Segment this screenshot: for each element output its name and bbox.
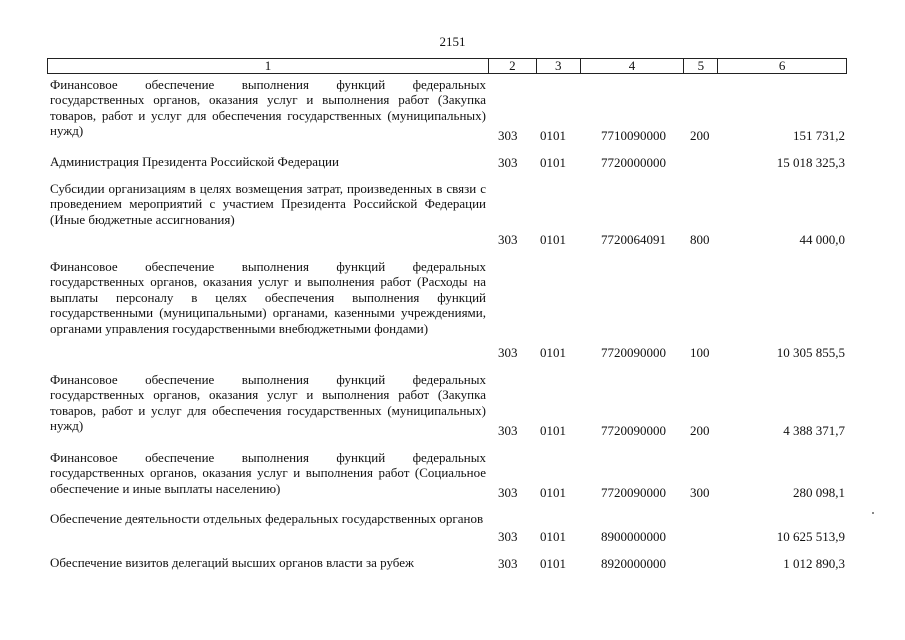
column-header-1: 1	[48, 59, 489, 73]
row-col-4: 8900000000	[601, 528, 666, 544]
row-col-3: 0101	[540, 344, 566, 360]
row-col-6: 1 012 890,3	[783, 555, 845, 571]
row-description: Обеспечение деятельности отдельных федеральных государственных органов	[50, 511, 484, 526]
table-header	[47, 58, 847, 74]
row-col-6: 4 388 371,7	[783, 422, 845, 438]
row-col-5: 100	[690, 344, 710, 360]
row-col-2: 303	[498, 528, 518, 544]
table-row	[50, 259, 845, 360]
row-col-3: 0101	[540, 484, 566, 500]
row-col-3: 0101	[540, 231, 566, 247]
table-row	[50, 372, 845, 438]
row-col-3: 0101	[540, 154, 566, 170]
row-col-4: 7720090000	[601, 484, 666, 500]
row-description: Субсидии организациям в целях возмещения затрат, произведенных в связи с проведением мероприятий с участием Президента Российской Федерации (Иные бюджетные ассигнования)	[50, 181, 486, 227]
row-description: Обеспечение визитов делегаций высших органов власти за рубеж	[50, 555, 414, 570]
row-col-6: 151 731,2	[793, 127, 845, 143]
column-header-6: 6	[778, 58, 786, 73]
row-col-3: 0101	[540, 422, 566, 438]
row-description: Финансовое обеспечение выполнения функций федеральных государственных органов, оказания услуг и выполнения работ (Расходы на выплаты персоналу в целях обеспечения выполнения функций государственными (муниципальными) органами, казенными учреждениями, органами управления государственными внебюджетными фондами)	[50, 259, 486, 336]
row-col-6: 44 000,0	[799, 231, 845, 247]
page-number: 2151	[439, 34, 466, 49]
row-col-4: 7720090000	[601, 344, 666, 360]
table-row	[50, 154, 845, 170]
row-col-4: 7710090000	[601, 127, 666, 143]
row-col-4: 7720000000	[601, 154, 666, 170]
table-row	[50, 555, 845, 571]
table-row	[50, 450, 845, 500]
column-header-2: 2	[489, 59, 537, 73]
row-description: Финансовое обеспечение выполнения функций федеральных государственных органов, оказания услуг и выполнения работ (Закупка товаров, работ и услуг для обеспечения государственных (муниципальных) нужд)	[50, 372, 486, 434]
row-col-2: 303	[498, 154, 518, 170]
row-col-2: 303	[498, 127, 518, 143]
row-col-3: 0101	[540, 127, 566, 143]
row-col-4: 7720090000	[601, 422, 666, 438]
column-header-3: 3	[537, 59, 581, 73]
column-header-5: 5	[684, 59, 718, 73]
scan-speck	[872, 512, 874, 514]
row-description: Финансовое обеспечение выполнения функций федеральных государственных органов, оказания услуг и выполнения работ (Закупка товаров, работ и услуг для обеспечения государственных (муниципальных) нужд)	[50, 77, 486, 139]
table-row	[50, 77, 845, 143]
row-col-6: 15 018 325,3	[776, 154, 845, 170]
row-col-4: 8920000000	[601, 555, 666, 571]
column-header-4: 4	[581, 59, 685, 73]
row-col-5: 200	[690, 127, 710, 143]
row-col-2: 303	[498, 344, 518, 360]
row-col-2: 303	[498, 484, 518, 500]
row-col-5: 200	[690, 422, 710, 438]
row-description: Администрация Президента Российской Федерации	[50, 154, 339, 169]
table-row	[50, 181, 845, 247]
row-col-4: 7720064091	[601, 231, 666, 247]
row-col-3: 0101	[540, 555, 566, 571]
row-col-2: 303	[498, 422, 518, 438]
row-col-2: 303	[498, 555, 518, 571]
row-col-5: 300	[690, 484, 710, 500]
row-col-3: 0101	[540, 528, 566, 544]
row-col-6: 10 625 513,9	[776, 528, 845, 544]
row-col-6: 280 098,1	[793, 484, 845, 500]
row-col-6: 10 305 855,5	[776, 344, 845, 360]
row-col-2: 303	[498, 231, 518, 247]
row-col-5: 800	[690, 231, 710, 247]
row-description: Финансовое обеспечение выполнения функций федеральных государственных органов, оказания услуг и выполнения работ (Социальное обеспечение и иные выплаты населению)	[50, 450, 486, 496]
table-row	[50, 511, 845, 544]
